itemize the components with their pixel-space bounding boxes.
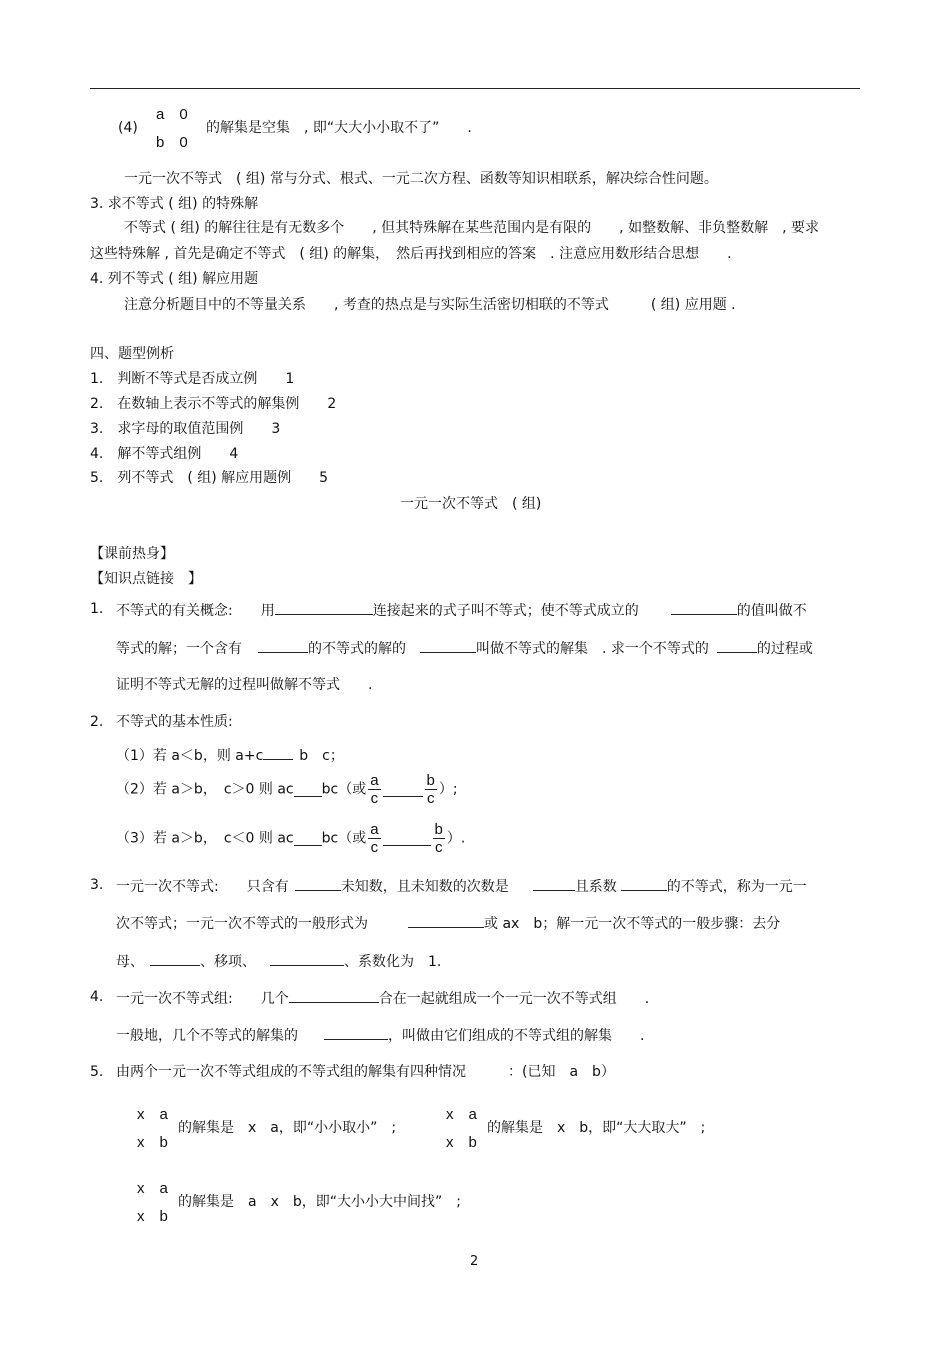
q5-text: 由两个一元一次不等式组成的不等式组的解集有四种情况 ：(已知 a b）: [116, 1064, 615, 1080]
q1-number: 1.: [90, 601, 104, 617]
knowledge-heading: 【知识点链接 】: [90, 571, 202, 587]
page-number: 2: [470, 1254, 479, 1269]
case2-text: 的解集是 x b，即“大大取大” ;: [487, 1120, 706, 1136]
example-item: 4. 解不等式组例 4: [90, 446, 239, 462]
case2-system-top: x a: [446, 1106, 477, 1123]
paragraph-3-line1: 不等式 ( 组) 的解往往是有无数多个 , 但其特殊解在某些范围内是有限的 , 如整数解、非负整数解 , 要求: [124, 220, 819, 236]
q1-line1: 不等式的有关概念: 用 连接起来的式子叫不等式；使不等式成立的 的值叫做不: [116, 600, 807, 620]
case3-system-top: x a: [137, 1180, 168, 1197]
center-title: 一元一次不等式 ( 组): [400, 496, 542, 512]
q2-property-2: （2）若 a＞b， c＞0 则 ac bc（或 $\frac{a}{c}$ $\frac{b}{c}$ ）;: [116, 772, 458, 807]
q3-line2: 次不等式；一元一次不等式的一般形式为 或 ax b；解一元一次不等式的一般步骤：去分: [116, 913, 780, 933]
q2-number: 2.: [90, 714, 104, 730]
paragraph-4: 注意分析题目中的不等量关系 , 考查的热点是与实际生活密切相联的不等式 ( 组) 应用题 .: [124, 297, 736, 313]
fraction-a-over-c: $\frac{a}{c}$: [370, 821, 379, 856]
section-four-heading: 四、题型例析: [90, 346, 174, 362]
q5-number: 5.: [90, 1064, 104, 1080]
q4-line1: 一元一次不等式组: 几个 合在一起就组成一个一元一次不等式组 .: [116, 988, 649, 1008]
fraction-b-over-c: $\frac{b}{c}$: [426, 772, 435, 807]
q3-number: 3.: [90, 877, 104, 893]
q4-line2: 一般地，几个不等式的解集的 ，叫做由它们组成的不等式组的解集 .: [116, 1025, 644, 1045]
fraction-a-over-c: $\frac{a}{c}$: [370, 772, 379, 807]
item4-system-top: a 0: [156, 106, 188, 123]
case1-system-bottom: x b: [137, 1134, 168, 1151]
case1-system-top: x a: [137, 1106, 168, 1123]
example-item: 2. 在数轴上表示不等式的解集例 2: [90, 396, 337, 412]
example-item: 3. 求字母的取值范围例 3: [90, 421, 281, 437]
q1-line3: 证明不等式无解的过程叫做解不等式 .: [116, 677, 373, 693]
q1-line2: 等式的解；一个含有 的不等式的解的 叫做不等式的解集 . 求一个不等式的 的过程或: [116, 638, 813, 658]
example-item: 1. 判断不等式是否成立例 1: [90, 371, 295, 387]
q4-number: 4.: [90, 989, 104, 1005]
fraction-b-over-c: $\frac{b}{c}$: [434, 821, 443, 856]
item4-text: 的解集是空集 , 即“大大小小取不了” .: [206, 120, 472, 136]
warmup-heading: 【课前热身】: [90, 546, 174, 562]
header-rule: [90, 88, 860, 89]
heading-3: 3. 求不等式 ( 组) 的特殊解: [90, 196, 259, 212]
q2-property-3: （3）若 a＞b， c＜0 则 ac bc（或 $\frac{a}{c}$ $\frac{b}{c}$ ）.: [116, 821, 466, 856]
case3-system-bottom: x b: [137, 1208, 168, 1225]
comprehensive-note: 一元一次不等式 ( 组) 常与分式、根式、一元二次方程、函数等知识相联系，解决综合性问题。: [124, 171, 718, 187]
q2-property-1: （1）若 a＜b，则 a+c b c；: [116, 745, 344, 765]
q2-heading: 不等式的基本性质:: [116, 714, 233, 730]
q3-line1: 一元一次不等式: 只含有 未知数，且未知数的次数是 且系数 的不等式，称为一元一: [116, 876, 807, 896]
heading-4: 4. 列不等式 ( 组) 解应用题: [90, 271, 259, 287]
item4-system-bottom: b 0: [156, 134, 188, 151]
q3-line3: 母、 、移项、 、系数化为 1.: [116, 951, 441, 971]
example-item: 5. 列不等式 ( 组) 解应用题例 5: [90, 470, 329, 486]
case2-system-bottom: x b: [446, 1134, 477, 1151]
case3-text: 的解集是 a x b，即“大小小大中间找” ;: [178, 1194, 461, 1210]
item4-label: (4): [118, 120, 138, 136]
case1-text: 的解集是 x a，即“小小取小” ;: [178, 1120, 397, 1136]
paragraph-3-line2: 这些特殊解 , 首先是确定不等式 ( 组) 的解集， 然后再找到相应的答案 . 注意应用数形结合思想 .: [90, 246, 732, 262]
